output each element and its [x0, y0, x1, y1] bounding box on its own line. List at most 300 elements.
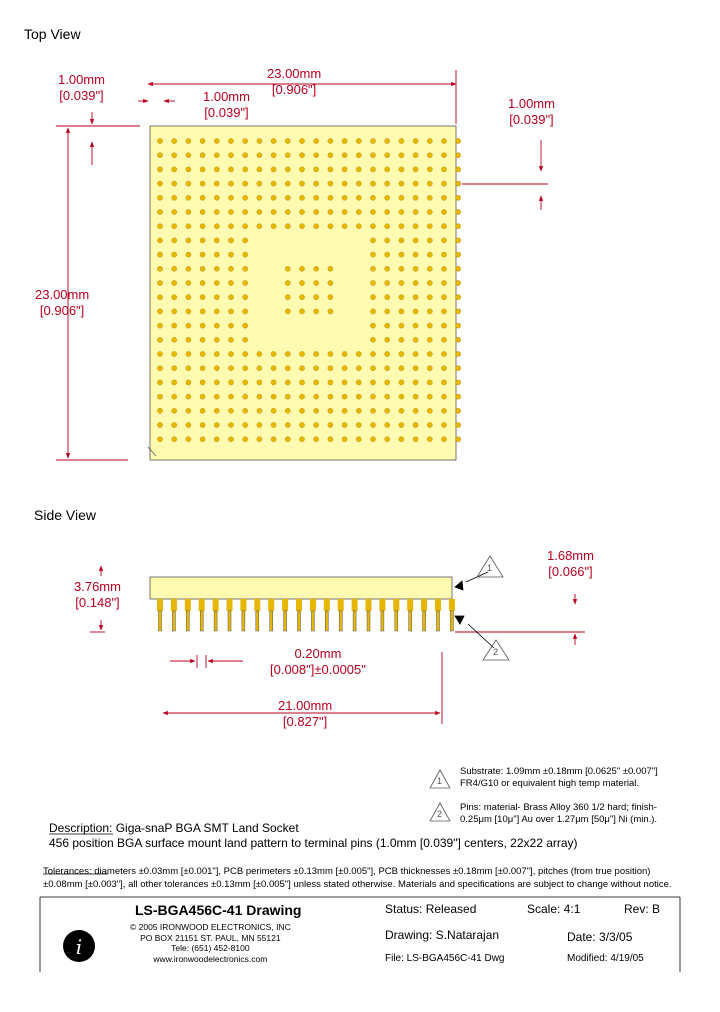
width-mm: 23.00mm [267, 66, 322, 81]
ball-pad [228, 266, 233, 271]
ball-pad [186, 153, 191, 158]
ball-pad [172, 153, 177, 158]
ball-pad [172, 323, 177, 328]
ball-pad [186, 408, 191, 413]
note-2 [460, 802, 657, 826]
ball-pad [172, 181, 177, 186]
description-line-1: Giga-snaP BGA SMT Land Socket [112, 821, 299, 835]
drawn-by-text: Drawing: S.Natarajan [385, 928, 500, 942]
side-pin-shaft [395, 611, 398, 631]
ball-pad [200, 380, 205, 385]
ball-pad [285, 209, 290, 214]
ball-pad [427, 209, 432, 214]
ball-pad [370, 195, 375, 200]
ball-pad [214, 138, 219, 143]
ball-pad [214, 280, 219, 285]
ball-pad [257, 394, 262, 399]
ball-pad [157, 337, 162, 342]
side-height-dim [74, 579, 121, 611]
date-text: Date: 3/3/05 [567, 930, 633, 944]
ball-pad [456, 337, 461, 342]
ball-pad [441, 295, 446, 300]
ball-pad [285, 394, 290, 399]
ball-pad [285, 437, 290, 442]
ball-pad [441, 209, 446, 214]
side-pin-head [379, 599, 385, 611]
ball-pad [314, 280, 319, 285]
side-pin-head [185, 599, 191, 611]
pin-width-dim [270, 646, 366, 678]
side-pin-head [421, 599, 427, 611]
description [49, 821, 299, 835]
ball-pad [427, 138, 432, 143]
ball-pad [157, 266, 162, 271]
ball-pad [271, 408, 276, 413]
ball-pad [299, 309, 304, 314]
ball-pad [228, 295, 233, 300]
width-in: [0.906"] [271, 82, 317, 97]
ball-pad [228, 153, 233, 158]
ball-pad [314, 309, 319, 314]
ball-pad [214, 224, 219, 229]
ball-pad [456, 408, 461, 413]
ball-pad [328, 266, 333, 271]
ball-pad [441, 252, 446, 257]
ball-pad [342, 167, 347, 172]
left-offset-dim [58, 72, 105, 104]
ball-pad [243, 380, 248, 385]
ball-pad [328, 394, 333, 399]
ball-pad [299, 295, 304, 300]
ball-pad [299, 437, 304, 442]
ball-pad [356, 380, 361, 385]
ball-pad [186, 309, 191, 314]
ball-pad [356, 224, 361, 229]
ball-pad [186, 323, 191, 328]
ball-pad [299, 280, 304, 285]
ball-pad [200, 195, 205, 200]
ball-pad [243, 394, 248, 399]
pin-width-in: [0.008"]±0.0005" [270, 662, 366, 677]
ball-pad [385, 408, 390, 413]
ball-pad [441, 366, 446, 371]
ball-pad [157, 437, 162, 442]
ball-pad [172, 337, 177, 342]
ball-pad [285, 295, 290, 300]
ball-pad [356, 394, 361, 399]
svg-text:i: i [75, 935, 83, 959]
ball-pad [299, 181, 304, 186]
ball-pad [427, 181, 432, 186]
ball-pad [157, 422, 162, 427]
ball-pad [427, 422, 432, 427]
ball-pad [200, 138, 205, 143]
side-pin-shaft [159, 611, 162, 631]
ball-pad [157, 153, 162, 158]
span-dim [278, 698, 332, 730]
ball-pad [456, 309, 461, 314]
ball-pad [271, 195, 276, 200]
ball-pad [214, 437, 219, 442]
ball-pad [441, 394, 446, 399]
ball-pad [157, 351, 162, 356]
ball-pad [441, 437, 446, 442]
ball-pad [413, 195, 418, 200]
ball-pad [456, 181, 461, 186]
ball-pad [456, 394, 461, 399]
ball-pad [186, 181, 191, 186]
ball-pad [200, 309, 205, 314]
ball-pad [413, 337, 418, 342]
ball-pad [441, 380, 446, 385]
ball-pad [228, 138, 233, 143]
pin-width-mm: 0.20mm [294, 646, 342, 661]
ball-pad [285, 351, 290, 356]
ball-pad [456, 380, 461, 385]
ball-pad [385, 380, 390, 385]
ball-pad [299, 195, 304, 200]
ball-pad [243, 337, 248, 342]
side-pin-head [366, 599, 372, 611]
ball-pad [370, 209, 375, 214]
ball-pad [214, 167, 219, 172]
ball-pad [399, 224, 404, 229]
ball-pad [413, 153, 418, 158]
ball-pad [271, 138, 276, 143]
side-height-mm: 3.76mm [74, 579, 121, 594]
ball-pad [214, 195, 219, 200]
side-pin-head [296, 599, 302, 611]
ball-pad [427, 266, 432, 271]
ball-pad [186, 252, 191, 257]
ball-pad [243, 209, 248, 214]
ball-pad [413, 224, 418, 229]
ball-pad [314, 295, 319, 300]
note-2-number: 2 [437, 809, 443, 819]
ball-pad [271, 422, 276, 427]
ball-pad [214, 309, 219, 314]
ball-pad [385, 437, 390, 442]
ball-pad [214, 266, 219, 271]
ball-pad [370, 252, 375, 257]
left-offset-in: [0.039"] [59, 88, 104, 103]
ball-pad [299, 138, 304, 143]
ball-pad [427, 153, 432, 158]
ball-pad [243, 195, 248, 200]
ball-pad [427, 394, 432, 399]
ball-pad [399, 252, 404, 257]
note-1-line-2: FR4/G10 or equivalent high temp material. [460, 778, 640, 789]
ball-pad [399, 209, 404, 214]
ball-pad [427, 366, 432, 371]
ball-pad [257, 351, 262, 356]
ball-pad [314, 195, 319, 200]
side-top-in: [0.066"] [548, 564, 593, 579]
ball-pad [314, 422, 319, 427]
height-dim [35, 287, 89, 319]
ball-pad [186, 209, 191, 214]
ball-pad [456, 252, 461, 257]
ball-pad [413, 351, 418, 356]
ball-pad [243, 238, 248, 243]
ball-pad [456, 266, 461, 271]
ball-pad [172, 138, 177, 143]
ball-pad [200, 366, 205, 371]
ball-pad [285, 309, 290, 314]
side-pin-shaft [339, 611, 342, 631]
ball-pad [356, 422, 361, 427]
company-line-3: Tele: (651) 452-8100 [171, 943, 250, 953]
ball-pad [214, 153, 219, 158]
ball-pad [285, 266, 290, 271]
ball-pad [342, 351, 347, 356]
ball-pad [441, 238, 446, 243]
ball-pad [186, 280, 191, 285]
ball-pad [186, 351, 191, 356]
ball-pad [441, 309, 446, 314]
ball-pad [441, 153, 446, 158]
ball-pad [157, 323, 162, 328]
ball-pad [427, 337, 432, 342]
ball-pad [228, 408, 233, 413]
ball-pad [314, 408, 319, 413]
ball-pad [172, 394, 177, 399]
ball-pad [399, 238, 404, 243]
ball-pad [456, 366, 461, 371]
ball-pad [200, 323, 205, 328]
file-text: File: LS-BGA456C-41 Dwg [385, 953, 505, 964]
side-pin-head [435, 599, 441, 611]
ball-pad [186, 366, 191, 371]
ball-pad [157, 309, 162, 314]
ball-pad [399, 138, 404, 143]
ball-pad [385, 138, 390, 143]
ball-pad [441, 323, 446, 328]
left-offset-mm: 1.00mm [58, 72, 105, 87]
ball-pad [370, 224, 375, 229]
ball-pad [427, 323, 432, 328]
ball-pad [314, 394, 319, 399]
ball-pad [413, 280, 418, 285]
ball-pad [186, 394, 191, 399]
side-pin-shaft [186, 611, 189, 631]
ball-pad [385, 280, 390, 285]
ball-pad [399, 153, 404, 158]
ball-pad [456, 280, 461, 285]
ball-pad [314, 209, 319, 214]
description-label: Description: [49, 821, 113, 835]
side-pin-shaft [381, 611, 384, 631]
ball-pad [342, 380, 347, 385]
ball-pad [456, 195, 461, 200]
ball-pad [328, 380, 333, 385]
ball-pad [413, 252, 418, 257]
ball-pad [328, 351, 333, 356]
ball-pad [271, 380, 276, 385]
ball-pad [200, 422, 205, 427]
ball-pad [172, 195, 177, 200]
ball-pad [356, 153, 361, 158]
side-pin-head [324, 599, 330, 611]
ball-pad [399, 380, 404, 385]
ball-pad [228, 351, 233, 356]
ball-pad [299, 380, 304, 385]
ball-pad [200, 209, 205, 214]
ball-pad [228, 181, 233, 186]
side-pin-shaft [214, 611, 217, 631]
ball-pad [413, 138, 418, 143]
ball-pad [157, 252, 162, 257]
ball-pad [200, 337, 205, 342]
ball-pad [172, 437, 177, 442]
side-pin-head [227, 599, 233, 611]
ball-pad [441, 422, 446, 427]
ball-pad [314, 167, 319, 172]
ball-pad [186, 195, 191, 200]
note-1-number: 1 [437, 776, 443, 786]
ball-pad [385, 238, 390, 243]
ball-pad [427, 280, 432, 285]
ball-pad [172, 295, 177, 300]
ball-pad [456, 167, 461, 172]
ball-pad [186, 167, 191, 172]
ball-pad [456, 437, 461, 442]
ball-pad [271, 351, 276, 356]
ball-pad [285, 280, 290, 285]
ball-pad [427, 195, 432, 200]
ball-pad [285, 366, 290, 371]
ball-pad [370, 351, 375, 356]
ball-pad [328, 366, 333, 371]
ball-pad [356, 195, 361, 200]
side-pin-shaft [242, 611, 245, 631]
ball-pad [328, 153, 333, 158]
ball-pad [243, 280, 248, 285]
ball-pad [186, 224, 191, 229]
ball-pad [157, 295, 162, 300]
note-1-line-1: Substrate: 1.09mm ±0.18mm [0.0625" ±0.007"] [460, 766, 658, 777]
side-pin-head [282, 599, 288, 611]
ball-pad [385, 252, 390, 257]
ball-pad [271, 153, 276, 158]
ball-pad [271, 224, 276, 229]
ball-pad [228, 437, 233, 442]
ball-pad [257, 224, 262, 229]
ball-pad [243, 138, 248, 143]
ball-pad [399, 408, 404, 413]
ball-pad [399, 295, 404, 300]
ball-pad [172, 380, 177, 385]
ball-pad [186, 380, 191, 385]
ball-pad [456, 422, 461, 427]
ball-pad [456, 138, 461, 143]
ball-pad [257, 153, 262, 158]
ball-pad [441, 351, 446, 356]
ball-pad [399, 422, 404, 427]
ball-pad [399, 351, 404, 356]
ball-pad [200, 252, 205, 257]
ball-pad [200, 408, 205, 413]
side-pin-shaft [256, 611, 259, 631]
ball-pad [328, 224, 333, 229]
ball-pad [413, 167, 418, 172]
ball-pad [172, 408, 177, 413]
ball-pad [228, 422, 233, 427]
ball-pad [314, 351, 319, 356]
ball-pad [257, 380, 262, 385]
side-pin-head [240, 599, 246, 611]
ball-pad [356, 167, 361, 172]
ball-pad [285, 380, 290, 385]
ball-pad [413, 209, 418, 214]
ball-pad [200, 181, 205, 186]
side-pin-shaft [228, 611, 231, 631]
ball-pad [228, 394, 233, 399]
ball-pad [441, 224, 446, 229]
ball-pad [228, 337, 233, 342]
side-pin-shaft [437, 611, 440, 631]
ball-pad [385, 295, 390, 300]
side-pin-head [449, 599, 455, 611]
ball-pad [285, 408, 290, 413]
ball-pad [456, 351, 461, 356]
side-substrate [150, 577, 452, 599]
ball-pad [157, 138, 162, 143]
side-pin-shaft [325, 611, 328, 631]
ball-pad [186, 238, 191, 243]
ball-pad [228, 309, 233, 314]
ball-pad [243, 408, 248, 413]
ball-pad [385, 266, 390, 271]
side-pin-head [393, 599, 399, 611]
ball-pad [399, 394, 404, 399]
ball-pad [456, 153, 461, 158]
ball-pad [157, 209, 162, 214]
ball-pad [243, 167, 248, 172]
ball-pad [399, 337, 404, 342]
ball-pad [385, 394, 390, 399]
ball-pad [299, 266, 304, 271]
ball-pad [257, 366, 262, 371]
ball-pad [385, 309, 390, 314]
ball-pad [157, 181, 162, 186]
side-height-in: [0.148"] [75, 595, 120, 610]
ball-pad [399, 366, 404, 371]
ball-pad [370, 280, 375, 285]
side-pin-shaft [353, 611, 356, 631]
ball-pad [441, 167, 446, 172]
ball-pad [385, 209, 390, 214]
ball-pad [413, 437, 418, 442]
drawing-title: LS-BGA456C-41 Drawing [135, 902, 302, 918]
ball-pad [413, 266, 418, 271]
ball-pad [299, 408, 304, 413]
ball-pad [328, 181, 333, 186]
ball-pad [157, 238, 162, 243]
right-offset-dim [508, 96, 555, 128]
tolerances [43, 866, 650, 878]
ball-pad [370, 366, 375, 371]
ball-pad [427, 295, 432, 300]
callout-1-number: 1 [487, 563, 493, 573]
ball-pad [257, 167, 262, 172]
ball-pad [427, 167, 432, 172]
ball-pad [328, 422, 333, 427]
ball-pad [214, 394, 219, 399]
ball-pad [200, 437, 205, 442]
ball-pad [385, 422, 390, 427]
ball-pad [370, 394, 375, 399]
